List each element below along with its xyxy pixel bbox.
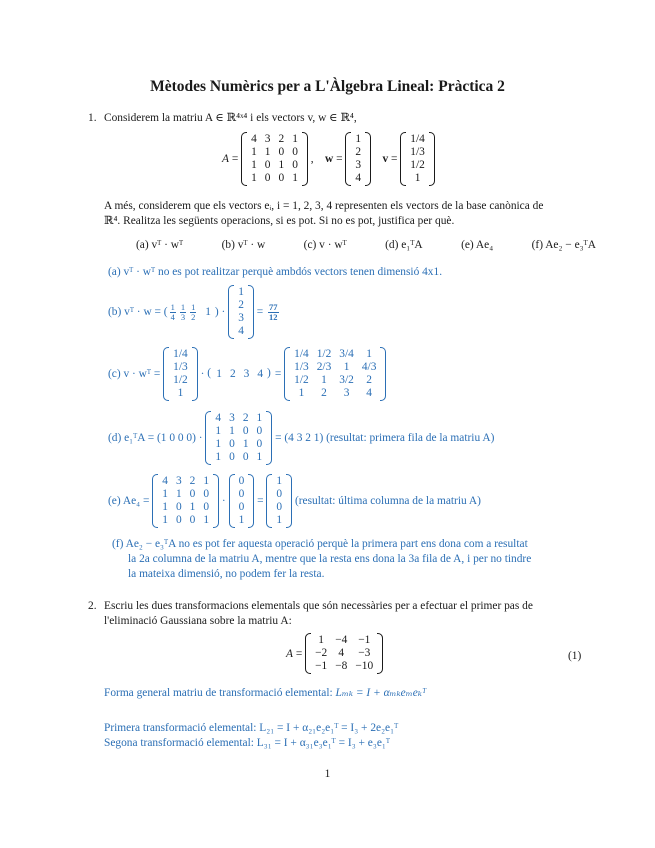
problem-1-intro: Considerem la matriu A ∈ ℝ⁴ˣ⁴ i els vectors v, w ∈ ℝ⁴,: [104, 112, 357, 124]
matrix-A-cell: 1: [251, 146, 257, 158]
answer-e-A-cell: 0: [175, 501, 182, 513]
answer-c-result-cell: 4: [366, 387, 372, 399]
answer-f-line-3: la mateixa dimensió, no podem fer la resta.: [128, 568, 325, 580]
answer-e-A-cell: 1: [162, 501, 168, 513]
answer-e-A-cell: 1: [203, 475, 210, 487]
op-a: (a) vᵀ · wᵀ: [136, 239, 184, 251]
answer-b: (b) vᵀ · w = ( $\frac{1}{4}$ $\frac{1}{3}$ $\frac{1}{2}$ 1 ) · 1 2 3 4 = $\frac{77}{12}$: [108, 286, 278, 337]
answer-e-A-cell: 0: [203, 501, 210, 513]
answer-c-result: [284, 347, 386, 401]
answer-c-row: ( 1 2 3 4 ): [207, 366, 271, 380]
answer-e-result-cell: 0: [276, 501, 283, 513]
operations-list: [136, 238, 596, 253]
answer-d-A-cell: 2: [242, 412, 249, 424]
answer-c-result-cell: 2/3: [316, 361, 332, 373]
answer-d-matrix-A: [205, 411, 272, 465]
op-e: (e) Ae₄: [461, 239, 494, 251]
answer-d-A-cell: 0: [256, 425, 263, 437]
vector-w-cell: 1: [355, 133, 362, 145]
vector-w: [345, 132, 371, 186]
answer-d-A-cell: 1: [215, 451, 222, 463]
answer-e-e4-cell: 0: [238, 475, 245, 487]
matrix-A-cell: 0: [278, 146, 285, 158]
answer-e-A-cell: 0: [189, 514, 196, 526]
matrix-A2-cell: 1: [318, 634, 324, 646]
answer-d-A-cell: 1: [242, 438, 249, 450]
general-form: [104, 686, 426, 701]
matrix-A2-cell: −4: [335, 634, 348, 646]
matrix-A-cell: 2: [278, 133, 285, 145]
answer-b-w-cell: 1: [238, 286, 244, 298]
problem-1-matrices: A = 4 3 2 1 1 1 0 0 1 0 1 0 1 0 0 1 , w = 1 2 3 4 v = 1/4 1/3 1/2 1: [222, 132, 435, 186]
problem-2-matrix: A = 1 −4 −1 −2 4 −3 −1 −8 −10: [286, 633, 383, 674]
answer-c-result-cell: 1: [298, 387, 305, 399]
answer-b-result: $\frac{77}{12}$: [269, 301, 278, 322]
matrix-A-cell: 3: [264, 133, 271, 145]
problem-2-number: 2.: [88, 600, 97, 612]
answer-d-A-cell: 1: [215, 438, 222, 450]
answer-d-result: = (4 3 2 1): [275, 432, 324, 444]
answer-e-A-cell: 1: [162, 514, 168, 526]
answer-c-result-cell: 1/4: [294, 348, 309, 360]
vector-w-cell: 3: [355, 159, 362, 171]
answer-c-result-cell: 2: [366, 374, 372, 386]
answer-d-A-cell: 1: [256, 451, 263, 463]
matrix-A2-cell: −1: [358, 634, 371, 646]
answer-d-A-cell: 0: [242, 425, 249, 437]
matrix-A-cell: 1: [292, 172, 298, 184]
answer-b-row-entry: $\frac{1}{2}$: [191, 301, 196, 322]
matrix-A2-cell: −8: [335, 660, 348, 672]
answer-e-result-cell: 1: [276, 514, 283, 526]
matrix-A2-cell: −3: [358, 647, 371, 659]
answer-d-A-cell: 0: [229, 451, 235, 463]
answer-e-result-cell: 0: [276, 488, 283, 500]
problem-1-number: 1.: [88, 112, 97, 124]
answer-d-A-cell: 1: [215, 425, 222, 437]
answer-c: (c) v · wᵀ = 1/4 1/3 1/2 1 · ( 1 2 3 4 ) = 1/4 1/2 3/4 1 1/3 2/3 1 4/3 1/2 1 3/2 2 1 2 3 4: [108, 347, 386, 401]
matrix-A2-cell: −10: [355, 660, 374, 672]
answer-d-A-cell: 3: [229, 412, 235, 424]
matrix-A-cell: 1: [264, 146, 271, 158]
answer-c-v-cell: 1/4: [173, 348, 188, 360]
general-form-label: Forma general matriu de transformació elemental:: [104, 687, 336, 699]
answer-c-v-cell: 1/3: [173, 361, 188, 373]
matrix-A2-cell: −2: [315, 647, 328, 659]
op-b: (b) vᵀ · w: [221, 239, 266, 251]
answer-c-label: (c) v · wᵀ =: [108, 368, 161, 380]
answer-e-A-cell: 2: [189, 475, 196, 487]
general-form-equation: Lₘₖ = I + αₘₖeₘeₖᵀ: [335, 687, 427, 699]
answer-f-line-1: (f) Ae₂ − e₃ᵀA no es pot fer aquesta operació perquè la primera part ens dona com a resultat: [112, 538, 528, 550]
answer-e-matrix-A: [152, 474, 219, 528]
answer-d: [108, 411, 494, 465]
equation-number: (1): [568, 650, 582, 662]
problem-1-text-2: ℝ⁴. Realitza les següents operacions, si es pot. Si no es pot, justifica per què.: [104, 215, 455, 227]
answer-e-A-cell: 1: [162, 488, 168, 500]
answer-b-w-cell: 2: [238, 299, 244, 311]
answer-c-v-cell: 1/2: [173, 374, 188, 386]
matrix-A2-cell: −1: [315, 660, 328, 672]
answer-c-result-cell: 1: [366, 348, 372, 360]
matrix-A2-cell: 4: [338, 647, 345, 659]
answer-e-A-cell: 0: [189, 488, 196, 500]
answer-c-result-cell: 1: [321, 374, 327, 386]
answer-c-result-cell: 2: [321, 387, 327, 399]
answer-e-A-cell: 0: [175, 514, 182, 526]
answer-e-e4-cell: 1: [238, 514, 245, 526]
matrix-A-cell: 4: [251, 133, 257, 145]
vector-w-cell: 2: [355, 146, 362, 158]
vector-v-cell: 1/4: [410, 133, 425, 145]
matrix-A2: [305, 633, 383, 674]
vector-v-cell: 1/2: [410, 159, 425, 171]
answer-e-result: [266, 474, 292, 528]
answer-c-result-cell: 3/2: [339, 374, 354, 386]
answer-e-A-cell: 1: [189, 501, 196, 513]
answer-b-w-cell: 3: [238, 312, 244, 324]
answer-c-result-cell: 4/3: [361, 361, 377, 373]
answer-d-note: (resultat: primera fila de la matriu A): [326, 432, 495, 444]
matrix-A-cell: 1: [278, 159, 285, 171]
answer-d-A-cell: 0: [256, 438, 263, 450]
vector-v-cell: 1: [414, 172, 421, 184]
problem-2-text-2: l'eliminació Gaussiana sobre la matriu A:: [104, 615, 292, 627]
problem-2-text-1: Escriu les dues transformacions elementals que són necessàries per a efectuar el primer pas de: [104, 600, 533, 612]
matrix-A-cell: 1: [251, 159, 257, 171]
answer-e-A-cell: 4: [162, 475, 168, 487]
answer-a: (a) vᵀ · wᵀ no es pot realitzar perquè ambdós vectors tenen dimensió 4x1.: [108, 266, 443, 278]
first-transformation: Primera transformació elemental: L₂₁ = I + α₂₁e₂e₁ᵀ = I₃ + 2e₂e₁ᵀ: [104, 722, 399, 734]
answer-c-row-cell: 4: [257, 367, 264, 380]
answer-b-label: (b) vᵀ · w = (: [108, 306, 168, 318]
answer-c-vector-v: [163, 347, 198, 401]
matrix-A-cell: 0: [264, 159, 271, 171]
answer-c-result-cell: 1/3: [294, 361, 309, 373]
answer-d-label: (d) e₁ᵀA = (1 0 0 0) ·: [108, 432, 203, 444]
answer-e-A-cell: 1: [203, 514, 210, 526]
answer-c-row-cell: 2: [229, 367, 236, 380]
answer-e-A-cell: 1: [175, 488, 182, 500]
answer-e-A-cell: 3: [175, 475, 182, 487]
answer-b-row-entry: $\frac{1}{4}$: [170, 301, 175, 322]
matrix-A-cell: 1: [292, 133, 298, 145]
answer-e-result-cell: 1: [276, 475, 283, 487]
op-f: (f) Ae₂ − e₃ᵀA: [531, 239, 596, 251]
answer-e: (e) Ae₄ = 4 3 2 1 1 1 0 0 1 0 1 0 1 0 0 1 · 0 0 0 1 = 1 0 0 1 (resultat: última columna de la matriu A): [108, 475, 481, 526]
answer-c-row-cell: 3: [243, 367, 250, 380]
answer-c-result-cell: 1/2: [316, 348, 332, 360]
matrix-A-cell: 0: [264, 172, 271, 184]
answer-b-row-entry: $\frac{1}{3}$: [180, 301, 186, 322]
answer-e-e4-cell: 0: [238, 488, 245, 500]
answer-c-result-cell: 1/2: [294, 374, 309, 386]
op-d: (d) e₁ᵀA: [385, 239, 423, 251]
vector-v: [400, 132, 435, 186]
answer-c-result-cell: 3: [343, 387, 350, 399]
vector-w-cell: 4: [355, 172, 362, 184]
answer-c-row-cell: 1: [216, 367, 222, 380]
matrix-A-cell: 0: [292, 146, 298, 158]
answer-d-A-cell: 0: [242, 451, 249, 463]
answer-d-A-cell: 4: [215, 412, 222, 424]
answer-e-note: (resultat: última columna de la matriu A): [294, 495, 481, 507]
second-transformation: Segona transformació elemental: L₃₁ = I + α₃₁e₃e₁ᵀ = I₃ + e₃e₁ᵀ: [104, 737, 390, 749]
matrix-A-cell: 1: [251, 172, 257, 184]
answer-b-row-entry: 1: [202, 305, 211, 318]
answer-d-A-cell: 1: [229, 425, 235, 437]
answer-c-v-cell: 1: [177, 387, 184, 399]
answer-c-result-cell: 3/4: [339, 348, 354, 360]
matrix-A: [241, 132, 308, 186]
answer-b-row-vector: [168, 303, 215, 322]
answer-e-vector-e4: [229, 474, 255, 528]
answer-e-A-cell: 0: [203, 488, 210, 500]
vector-v-cell: 1/3: [410, 146, 425, 158]
answer-c-result-cell: 1: [343, 361, 350, 373]
answer-d-A-cell: 1: [256, 412, 263, 424]
matrix-A-cell: 0: [278, 172, 285, 184]
page-number: 1: [324, 768, 331, 780]
problem-1-text-1: A més, considerem que els vectors eᵢ, i = 1, 2, 3, 4 representen els vectors de la base canònica de: [104, 200, 544, 212]
answer-b-column-vector: [228, 285, 254, 339]
matrix-A-cell: 0: [292, 159, 298, 171]
op-c: (c) v · wᵀ: [303, 239, 347, 251]
answer-f-line-2: la 2a columna de la matriu A, mentre que la resta ens dona la 3a fila de A, i per no tindre: [128, 553, 532, 565]
answer-e-label: (e) Ae₄ =: [108, 495, 150, 507]
answer-b-w-cell: 4: [238, 325, 244, 337]
answer-e-e4-cell: 0: [238, 501, 245, 513]
answer-d-A-cell: 0: [229, 438, 235, 450]
page-title: Mètodes Numèrics per a L'Àlgebra Lineal: Pràctica 2: [150, 78, 505, 95]
